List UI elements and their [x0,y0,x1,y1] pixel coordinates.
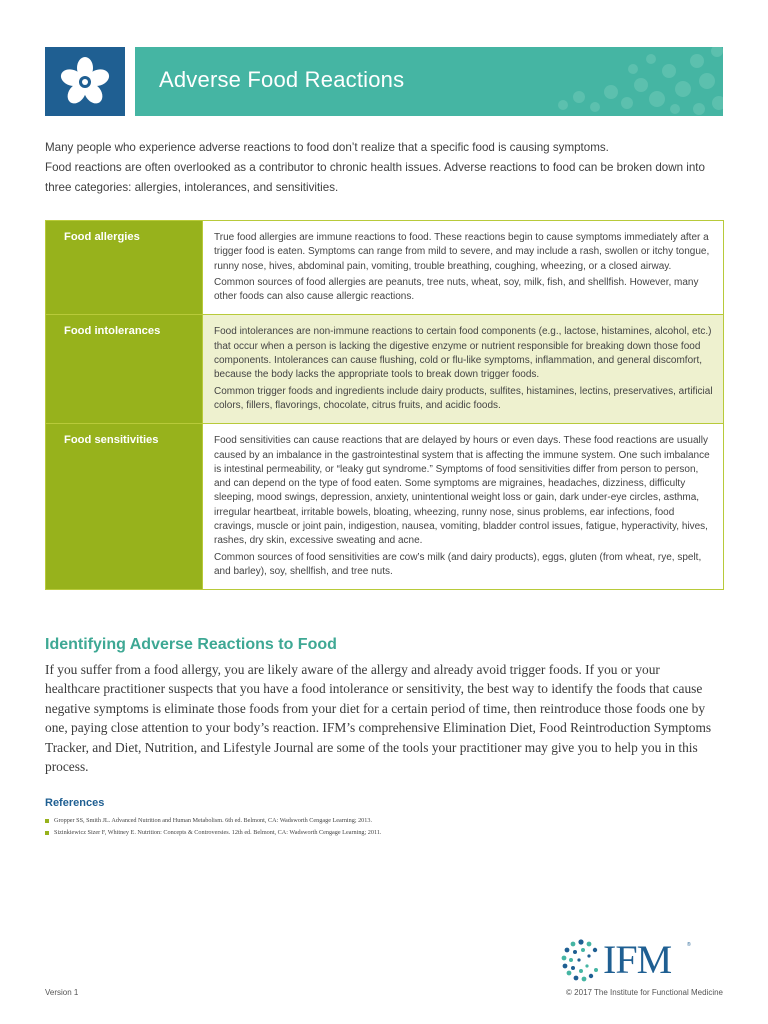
ifm-logo-text: IFM [603,937,672,982]
references-list [45,815,685,839]
section-body: If you suffer from a food allergy, you are likely aware of the allergy and already avoid trigger foods. If you or your healthcare practitioner suspects that you have a food intolerance or sensitivity, the best way to identify the foods that cause negative symptoms is eliminate those foods from your diet for a certain period of time, then reintroduce those foods one by one, paying close attention to your body’s reaction. IFM’s comprehensive Elimination Diet, Food Reintroduction Symptoms Tracker, and Diet, Nutrition, and Lifestyle Journal are some of the tools your practitioner may give you to help you in this process. [45,662,712,775]
description-paragraph: True food allergies are immune reactions to food. These reactions begin to cause symptoms immediately after a trigger food is eaten. Symptoms can range from mild to severe, and may include a rash, swollen or itchy tongue, runny nose, hives, abdominal pain, vomiting, trouble breathing, coughing, wheezing, or a closed airway. [214,232,710,272]
description-cell [203,424,724,590]
description-cell [203,221,724,315]
description-paragraph: Common trigger foods and ingredients include dairy products, sulfites, histamines, lectins, preservatives, artificial colors, fillers, flavorings, chocolate, citrus fruits, and acidic foods. [214,385,713,411]
reference-item [45,815,685,827]
intro-line-1: Many people who experience adverse reactions to food don’t realize that a specific food is causing symptoms. [45,141,609,154]
page-title: Adverse Food Reactions [159,67,405,92]
description-paragraph: Common sources of food allergies are peanuts, tree nuts, wheat, soy, milk, fish, and shellfish. However, many other foods can also cause allergic reactions. [214,276,699,303]
table-row [46,315,724,424]
bullet-icon [45,831,49,835]
reference-text: Gropper SS, Smith JL. Advanced Nutrition and Human Metabolism. 6th ed. Belmont, CA: Wadsworth Cengage Learning; 2013. [54,817,373,824]
flower-icon [58,55,112,109]
category-cell: Food sensitivities [46,424,203,590]
food-reactions-table [45,220,724,590]
references-heading: References [45,797,105,809]
title-banner [135,47,723,116]
section-heading: Identifying Adverse Reactions to Food [45,636,337,653]
description-paragraph: Food intolerances are non-immune reactions to certain food components (e.g., lactose, histamines, alcohol, etc.) that occur when a person is lacking the digestive enzyme or nutrient responsible for breaking down those food components. Intolerances can cause flushing, cold or flu-like symptoms, inflammation, and general discomfort, because the body lacks the appropriate tools to break down trigger foods. [214,326,712,381]
table-row [46,221,724,315]
category-cell: Food intolerances [46,315,203,424]
description-cell [203,315,724,424]
description-paragraph: Food sensitivities can cause reactions that are delayed by hours or even days. These food reactions are usually caused by an imbalance in the gastrointestinal system that is affecting the immune system. One such imbalance is intestinal permeability, or “leaky gut syndrome.” Symptoms of food sensitivities differ from person to person, and can depend on the type of food eaten. Some symptoms are migraines, headaches, dizziness, difficulty sleeping, mood swings, depression, anxiety, unintentional weight loss or gain, dark under-eye circles, asthma, irregular heartbeat, irritable bowels, bloating, wheezing, runny nose, sinus problems, ear infections, food cravings, muscle or joint pain, indigestion, nausea, vomiting, bladder control issues, fatigue, hyperactivity, hives, rashes, dry skin, excessive sweating and acne. [214,435,710,547]
bullet-icon [45,819,49,823]
registered-mark: ® [687,942,691,948]
decorative-dots-icon [523,47,723,116]
ifm-dots-icon [561,938,601,982]
reference-item [45,827,685,839]
version-label: Version 1 [45,988,79,997]
logo-box [45,47,125,116]
description-paragraph: Common sources of food sensitivities are cow’s milk (and dairy products), eggs, gluten (from wheat, rye, spelt, and barley), soy, shellfish, and tree nuts. [214,551,702,577]
reference-text: Sizinkiewicz Sizer F, Whitney E. Nutrition: Concepts & Controversies. 12th ed. Belmont, CA: Wadsworth Cengage Learning; 2011. [54,829,382,836]
category-cell: Food allergies [46,221,203,315]
table-row [46,424,724,590]
intro-line-2: Food reactions are often overlooked as a contributor to chronic health issues. Adverse reactions to food can be broken down into three categories: allergies, intolerances, and sensitivities. [45,161,705,194]
copyright-text: © 2017 The Institute for Functional Medicine [566,988,723,997]
intro-text [45,138,725,198]
